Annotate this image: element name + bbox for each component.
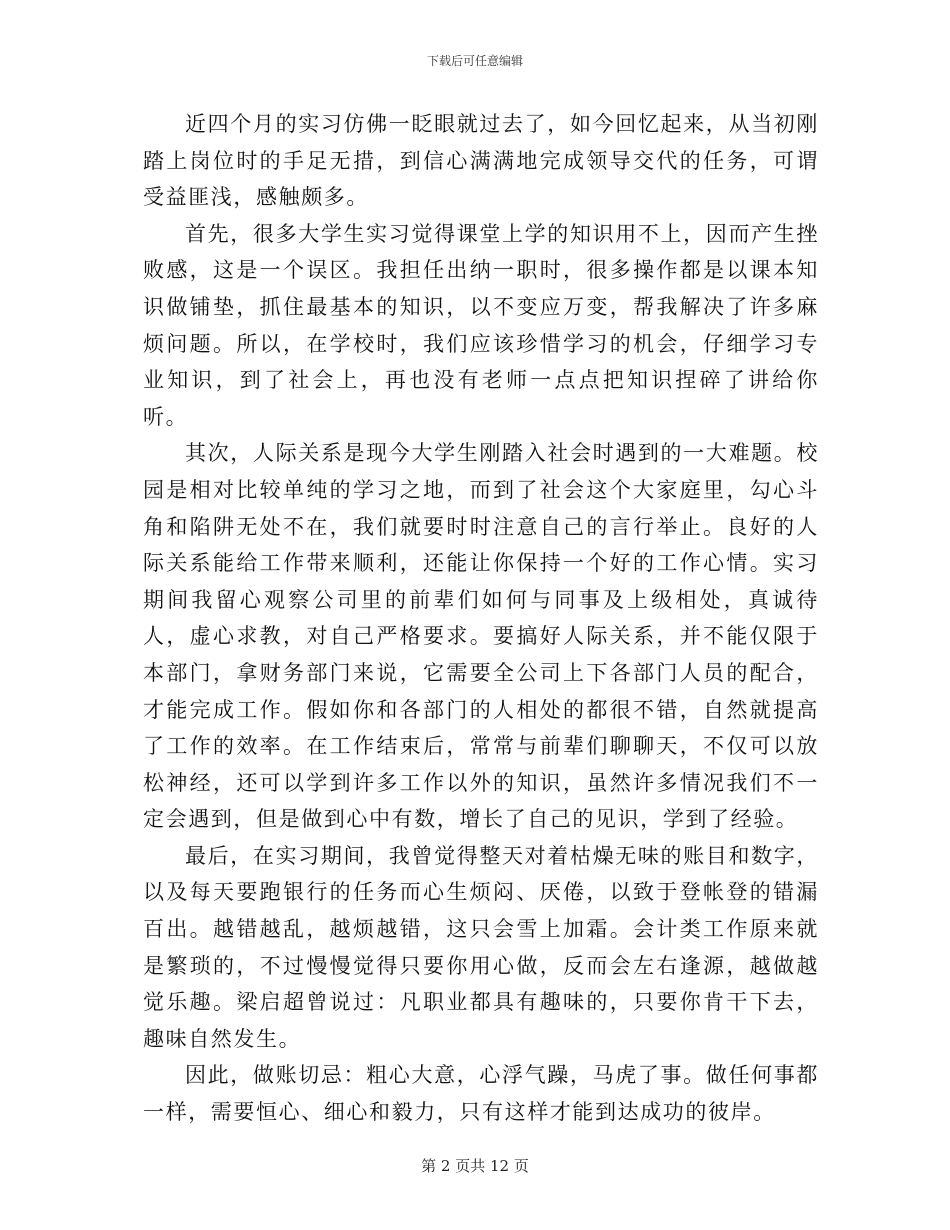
document-body	[143, 106, 819, 1131]
paragraph-4: 最后，在实习期间，我曾觉得整天对着枯燥无味的账目和数字，以及每天要跑银行的任务而心生烦闷、厌倦，以致于登帐登的错漏百出。越错越乱，越烦越错，这只会雪上加霜。会计类工作原来就是繁琐的，不过慢慢觉得只要你用心做，反而会左右逢源，越做越觉乐趣。梁启超曾说过：凡职业都具有趣味的，只要你肯干下去，趣味自然发生。	[143, 843, 819, 1051]
paragraph-2: 首先，很多大学生实习觉得课堂上学的知识用不上，因而产生挫败感，这是一个误区。我担任出纳一职时，很多操作都是以课本知识做铺垫，抓住最基本的知识，以不变应万变，帮我解决了许多麻烦问题。所以，在学校时，我们应该珍惜学习的机会，仔细学习专业知识，到了社会上，再也没有老师一点点把知识捏碎了讲给你听。	[143, 221, 819, 429]
paragraph-5: 因此，做账切忌：粗心大意，心浮气躁，马虎了事。做任何事都一样，需要恒心、细心和毅力，只有这样才能到达成功的彼岸。	[143, 1063, 819, 1125]
page-footer: 第 2 页共 12 页	[421, 1157, 529, 1175]
paragraph-3: 其次，人际关系是现今大学生刚踏入社会时遇到的一大难题。校园是相对比较单纯的学习之地，而到了社会这个大家庭里，勾心斗角和陷阱无处不在，我们就要时时注意自己的言行举止。良好的人际关系能给工作带来顺利，还能让你保持一个好的工作心情。实习期间我留心观察公司里的前辈们如何与同事及上级相处，真诚待人，虚心求教，对自己严格要求。要搞好人际关系，并不能仅限于本部门，拿财务部门来说，它需要全公司上下各部门人员的配合，才能完成工作。假如你和各部门的人相处的都很不错，自然就提高了工作的效率。在工作结束后，常常与前辈们聊聊天，不仅可以放松神经，还可以学到许多工作以外的知识，虽然许多情况我们不一定会遇到，但是做到心中有数，增长了自己的见识，学到了经验。	[143, 441, 819, 832]
page-header: 下载后可任意编辑	[426, 54, 523, 68]
paragraph-1: 近四个月的实习仿佛一眨眼就过去了，如今回忆起来，从当初刚踏上岗位时的手足无措，到信心满满地完成领导交代的任务，可谓受益匪浅，感触颇多。	[143, 112, 819, 210]
